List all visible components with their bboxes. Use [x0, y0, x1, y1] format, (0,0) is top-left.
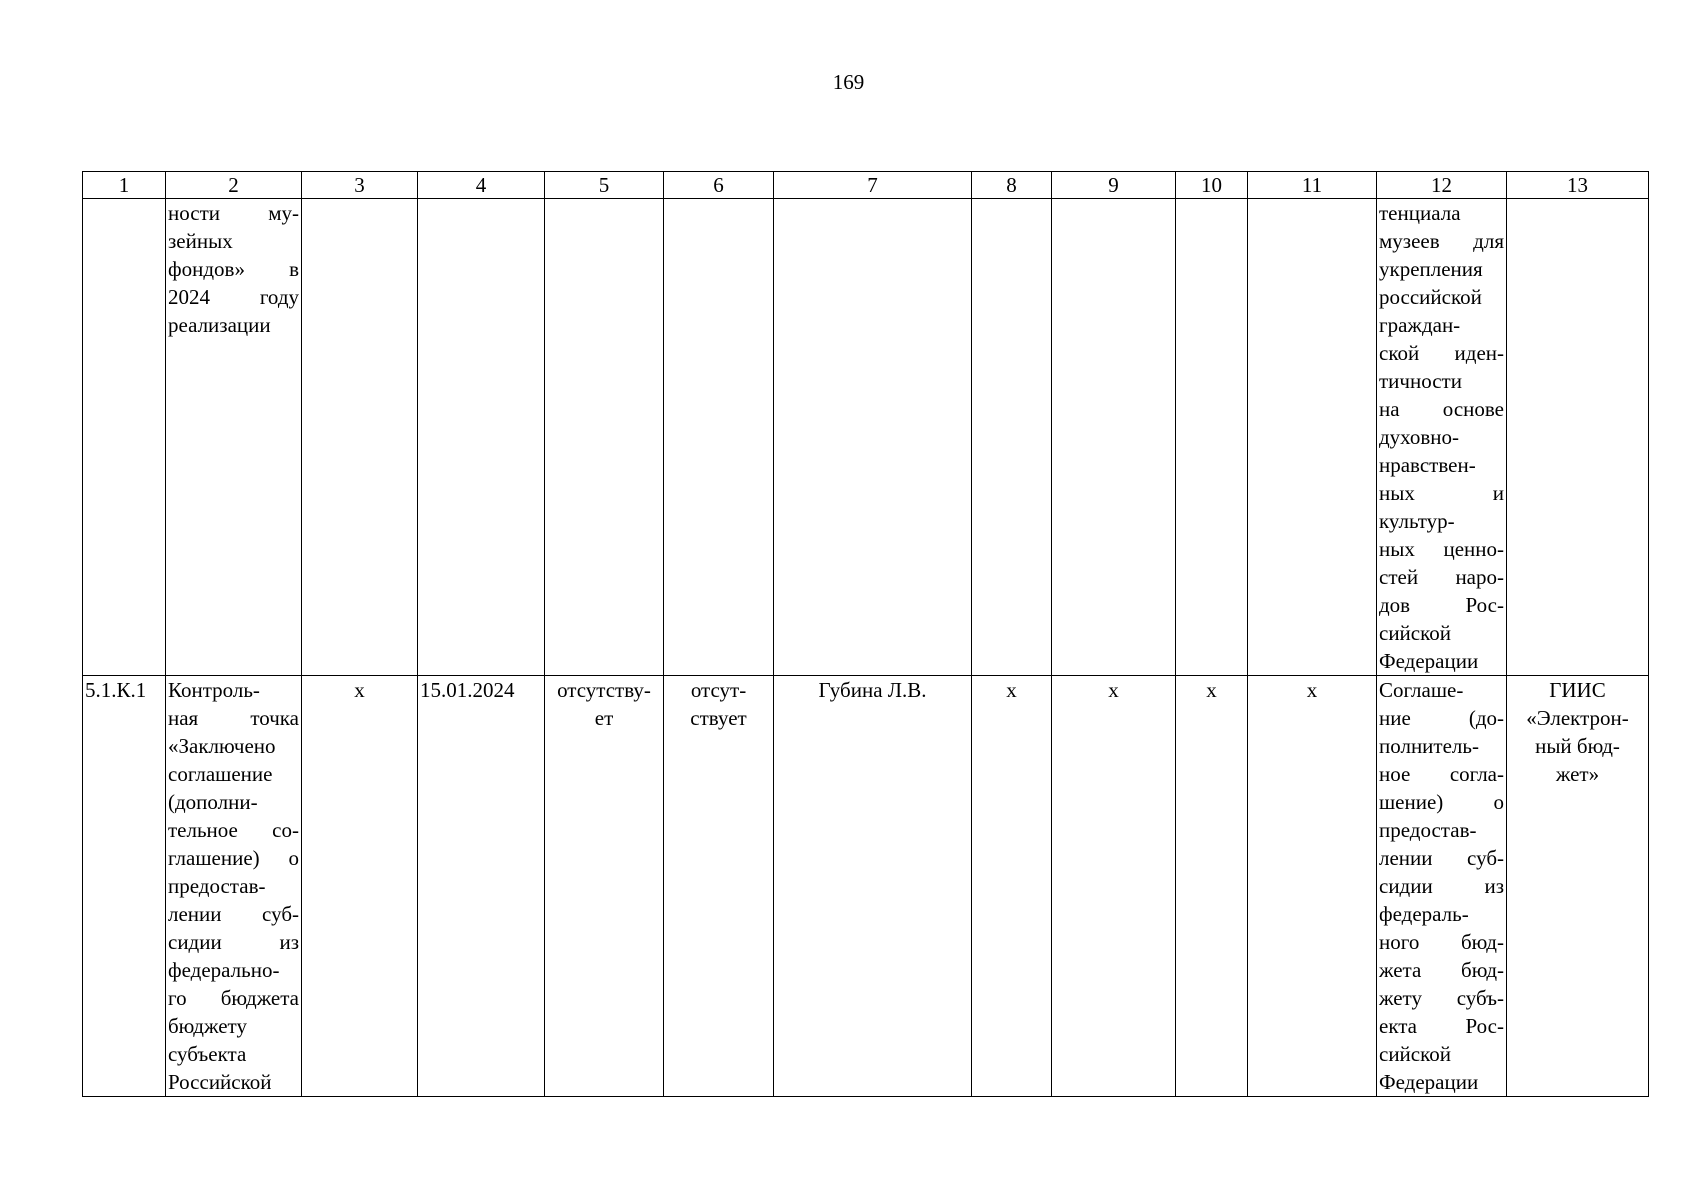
- table-cell: [1507, 676, 1649, 1097]
- cell-text-line: сидии из: [168, 930, 299, 954]
- cell-text-line: ный бюд-: [1535, 734, 1620, 758]
- table-cell: x: [1176, 676, 1248, 1097]
- cell-text-line: Федерации: [1379, 649, 1479, 673]
- cell-text-line: полнитель-: [1379, 734, 1479, 758]
- cell-text-line: жету субъ-: [1379, 986, 1504, 1010]
- table-cell: [1377, 676, 1507, 1097]
- table-cell: [83, 199, 166, 676]
- cell-text-line: нравствен-: [1379, 453, 1476, 477]
- cell-text-line: предостав-: [168, 874, 266, 898]
- table-cell: [774, 199, 972, 676]
- cell-text-line: ная точка: [168, 706, 299, 730]
- cell-text-line: предостав-: [1379, 818, 1477, 842]
- cell-text-line: ного бюд-: [1379, 930, 1504, 954]
- table-cell: [1248, 199, 1377, 676]
- cell-text-line: тенциала: [1379, 201, 1461, 225]
- table-cell: [1377, 199, 1507, 676]
- table-row: [83, 676, 1649, 1097]
- cell-text-line: лении суб-: [168, 902, 299, 926]
- cell-text-line: жет»: [1555, 762, 1600, 786]
- cell-text-line: Соглаше-: [1379, 678, 1464, 702]
- cell-text-line: граждан-: [1379, 313, 1461, 337]
- cell-text-line: «Заключено: [168, 734, 276, 758]
- column-header: 11: [1248, 172, 1377, 199]
- column-header: 10: [1176, 172, 1248, 199]
- column-header: 5: [545, 172, 664, 199]
- cell-text-line: субъекта: [168, 1042, 247, 1066]
- cell-text-line: 2024 году: [168, 285, 299, 309]
- cell-text-line: ное согла-: [1379, 762, 1504, 786]
- control-points-table: [82, 171, 1649, 1097]
- column-header: 3: [302, 172, 418, 199]
- cell-text-line: ствует: [690, 706, 747, 730]
- table-cell: [545, 199, 664, 676]
- table-cell: [1507, 199, 1649, 676]
- cell-text-line: ГИИС: [1549, 678, 1606, 702]
- table-cell: [418, 199, 545, 676]
- cell-text-line: отсут-: [690, 678, 747, 702]
- cell-text-line: стей наро-: [1379, 565, 1504, 589]
- column-header: 9: [1052, 172, 1176, 199]
- table-cell: x: [1248, 676, 1377, 1097]
- table-cell: [166, 199, 302, 676]
- header-row: [83, 172, 1649, 199]
- cell-text-line: фондов» в: [168, 257, 299, 281]
- column-header: 2: [166, 172, 302, 199]
- cell-text-line: глашение) о: [168, 846, 299, 870]
- cell-text-line: федераль-: [1379, 902, 1469, 926]
- cell-text-line: российской: [1379, 285, 1482, 309]
- cell-text-line: укрепления: [1379, 257, 1483, 281]
- cell-text-line: Федерации: [1379, 1070, 1479, 1094]
- cell-text-line: ности му-: [168, 201, 299, 225]
- column-header: 7: [774, 172, 972, 199]
- cell-text-line: екта Рос-: [1379, 1014, 1504, 1038]
- table-cell: x: [972, 676, 1052, 1097]
- table-cell: [166, 676, 302, 1097]
- table-cell: [664, 676, 774, 1097]
- cell-text-line: лении суб-: [1379, 846, 1504, 870]
- cell-text-line: ет: [594, 706, 614, 730]
- table-cell: [302, 199, 418, 676]
- cell-text-line: «Электрон-: [1526, 706, 1629, 730]
- cell-text-line: го бюджета: [168, 986, 299, 1010]
- table-cell: [1052, 199, 1176, 676]
- table-cell: x: [1052, 676, 1176, 1097]
- cell-text-line: ных ценно-: [1379, 537, 1504, 561]
- cell-text-line: музеев для: [1379, 229, 1504, 253]
- cell-text-line: сидии из: [1379, 874, 1504, 898]
- page-number: 169: [832, 70, 865, 94]
- cell-text-line: культур-: [1379, 509, 1455, 533]
- table-cell: 15.01.2024: [418, 676, 545, 1097]
- cell-text-line: соглашение: [168, 762, 273, 786]
- cell-text-line: ской иден-: [1379, 341, 1504, 365]
- table-cell: 5.1.К.1: [83, 676, 166, 1097]
- cell-text-line: шение) о: [1379, 790, 1504, 814]
- column-header: 8: [972, 172, 1052, 199]
- cell-text-line: федерально-: [168, 958, 280, 982]
- cell-text-line: на основе: [1379, 397, 1504, 421]
- table-cell: [972, 199, 1052, 676]
- cell-text-line: Контроль-: [168, 678, 260, 702]
- cell-text-line: сийской: [1379, 621, 1451, 645]
- cell-text-line: Российской: [168, 1070, 272, 1094]
- cell-text-line: ние (до-: [1379, 706, 1504, 730]
- cell-text-line: духовно-: [1379, 425, 1460, 449]
- cell-text-line: дов Рос-: [1379, 593, 1504, 617]
- cell-text-line: (дополни-: [168, 790, 258, 814]
- cell-text-line: жета бюд-: [1379, 958, 1504, 982]
- cell-text-line: сийской: [1379, 1042, 1451, 1066]
- table-cell: x: [302, 676, 418, 1097]
- cell-text-line: реализации: [168, 313, 271, 337]
- cell-text-line: ных и: [1379, 481, 1504, 505]
- column-header: 6: [664, 172, 774, 199]
- cell-text-line: зейных: [168, 229, 233, 253]
- cell-text-line: отсутству-: [557, 678, 651, 702]
- cell-text-line: бюджету: [168, 1014, 247, 1038]
- table-cell: [664, 199, 774, 676]
- cell-text-line: тичности: [1379, 369, 1462, 393]
- cell-text-line: тельное со-: [168, 818, 299, 842]
- table-cell: [545, 676, 664, 1097]
- column-header: 1: [83, 172, 166, 199]
- column-header: 13: [1507, 172, 1649, 199]
- table-cell: Губина Л.В.: [774, 676, 972, 1097]
- table-cell: [1176, 199, 1248, 676]
- column-header: 12: [1377, 172, 1507, 199]
- table-row: [83, 199, 1649, 676]
- column-header: 4: [418, 172, 545, 199]
